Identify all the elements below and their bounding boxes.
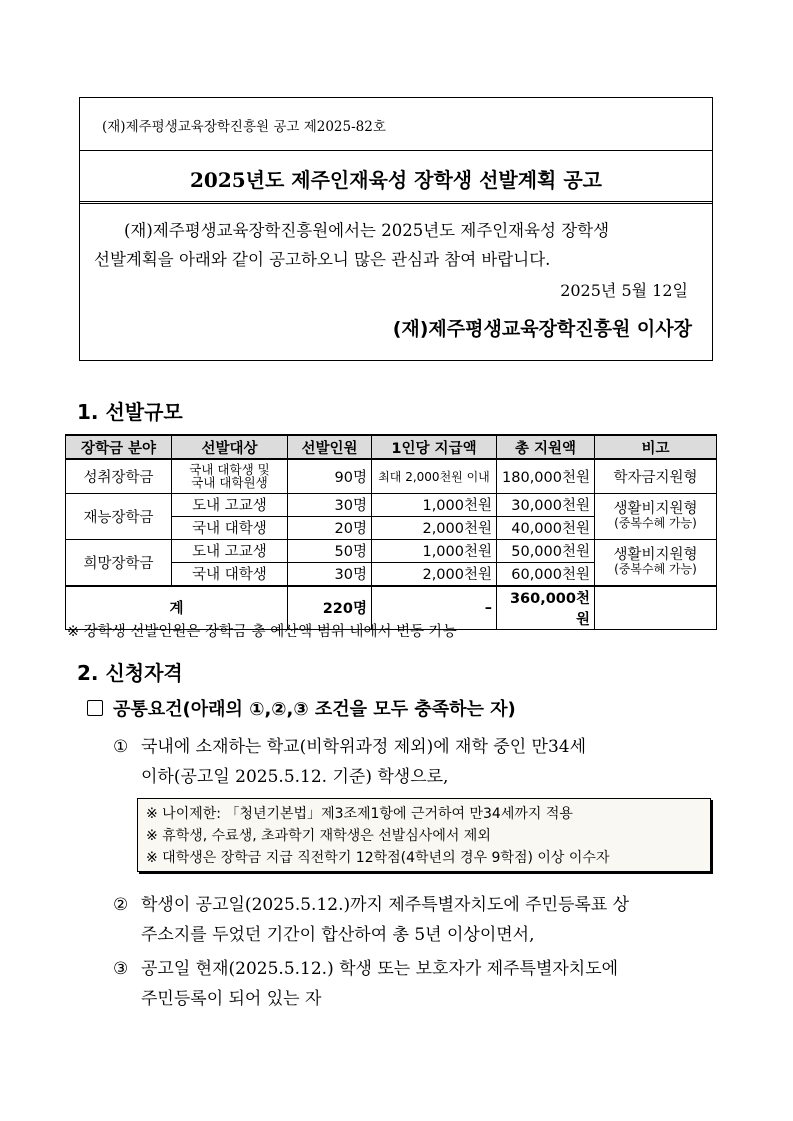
header-remark: 비고	[595, 435, 717, 459]
remark-note: (중복수혜 가능)	[614, 562, 697, 576]
section-title-scale: 1. 선발규모	[77, 400, 183, 424]
cell-target	[172, 459, 288, 493]
section-title-eligibility: 2. 신청자격	[77, 661, 183, 685]
item-line: 공고일 현재(2025.5.12.) 학생 또는 보호자가 제주특별자치도에	[141, 959, 619, 979]
notice-title: 2025년도 제주인재육성 장학생 선발계획 공고	[190, 168, 602, 192]
cell-total: 60,000천원	[497, 562, 595, 586]
requirement-item-3	[113, 954, 715, 1014]
header-target: 선발대상	[172, 435, 288, 459]
cell-count: 90명	[288, 459, 372, 493]
cell-total-remark	[595, 586, 717, 630]
common-requirements-label: 공통요건(아래의 ①,②,③ 조건을 모두 충족하는 자)	[113, 699, 516, 720]
requirement-item-1	[113, 732, 715, 792]
cell-total: 180,000천원	[497, 459, 595, 493]
cell-per-person: 최대 2,000천원 이내	[372, 459, 497, 493]
header-count: 선발인원	[288, 435, 372, 459]
cell-remark	[595, 539, 717, 586]
table-row	[66, 493, 717, 516]
cell-total-label: 계	[66, 586, 288, 630]
common-requirements-heading	[87, 695, 516, 721]
header-field: 장학금 분야	[66, 435, 172, 459]
header-total: 총 지원액	[497, 435, 595, 459]
notice-body	[94, 216, 694, 274]
cell-remark	[595, 493, 717, 539]
cell-count: 30명	[288, 562, 372, 586]
notice-date: 2025년 5월 12일	[560, 281, 688, 300]
notice-signature: (재)제주평생교육장학진흥원 이사장	[392, 318, 692, 340]
item-line: 이하(공고일 2025.5.12. 기준) 학생으로,	[141, 767, 449, 787]
item-line: 주민등록이 되어 있는 자	[141, 989, 322, 1009]
cell-target: 도내 고교생	[172, 493, 288, 516]
remark-note: (중복수혜 가능)	[614, 516, 697, 530]
item-number: ②	[113, 895, 129, 915]
cell-target: 국내 대학생	[172, 562, 288, 586]
requirement-item-2	[113, 890, 715, 950]
cell-target: 국내 대학생	[172, 516, 288, 539]
remark-type: 생활비지원형	[613, 501, 698, 517]
item-number: ①	[113, 737, 129, 757]
header-per-person: 1인당 지급액	[372, 435, 497, 459]
table-header-row	[66, 435, 717, 459]
item-line: 학생이 공고일(2025.5.12.)까지 제주특별자치도에 주민등록표 상	[141, 895, 630, 915]
double-divider	[80, 201, 712, 206]
table-row	[66, 539, 717, 562]
cell-total: 40,000천원	[497, 516, 595, 539]
item-line: 주소지를 두었던 기간이 합산하여 총 5년 이상이면서,	[141, 925, 535, 945]
cell-total-amount: 360,000천원	[497, 586, 595, 630]
cell-per-person: 2,000천원	[372, 516, 497, 539]
cell-total-count: 220명	[288, 586, 372, 630]
cell-total: 50,000천원	[497, 539, 595, 562]
checkbox-icon	[87, 700, 103, 716]
table-note: ※ 장학생 선발인원은 장학금 총 예산액 범위 내에서 변동 가능	[67, 624, 457, 640]
cell-total: 30,000천원	[497, 493, 595, 516]
note-line: ※ 나이제한: 「청년기본법」제3조제1항에 근거하여 만34세까지 적용	[146, 806, 573, 822]
notice-body-line: 선발계획을 아래와 같이 공고하오니 많은 관심과 참여 바랍니다.	[94, 250, 551, 269]
target-line: 국내 대학원생	[191, 475, 268, 491]
cell-per-person: 2,000천원	[372, 562, 497, 586]
item-number: ③	[113, 959, 129, 979]
cell-count: 50명	[288, 539, 372, 562]
cell-field: 희망장학금	[66, 539, 172, 586]
target-line: 국내 대학생 및	[189, 462, 270, 478]
cell-field: 성취장학금	[66, 459, 172, 493]
notice-box	[79, 97, 713, 361]
notice-number: (재)제주평생교육장학진흥원 공고 제2025-82호	[102, 119, 386, 135]
cell-target: 도내 고교생	[172, 539, 288, 562]
cell-count: 20명	[288, 516, 372, 539]
scholarship-scale-table	[65, 434, 717, 630]
cell-count: 30명	[288, 493, 372, 516]
table-row	[66, 459, 717, 493]
cell-total-per-person: –	[372, 586, 497, 630]
item-line: 국내에 소재하는 학교(비학위과정 제외)에 재학 중인 만34세	[141, 737, 587, 757]
remark-type: 생활비지원형	[613, 547, 698, 563]
note-line: ※ 휴학생, 수료생, 초과학기 재학생은 선발심사에서 제외	[146, 828, 491, 844]
notice-body-line: (재)제주평생교육장학진흥원에서는 2025년도 제주인재육성 장학생	[124, 221, 610, 240]
cell-field: 재능장학금	[66, 493, 172, 539]
cell-remark: 학자금지원형	[595, 459, 717, 493]
age-notes-box	[137, 798, 711, 872]
cell-per-person: 1,000천원	[372, 493, 497, 516]
divider	[80, 150, 712, 151]
note-line: ※ 대학생은 장학금 지급 직전학기 12학점(4학년의 경우 9학점) 이상 이수자	[146, 850, 610, 866]
cell-per-person: 1,000천원	[372, 539, 497, 562]
